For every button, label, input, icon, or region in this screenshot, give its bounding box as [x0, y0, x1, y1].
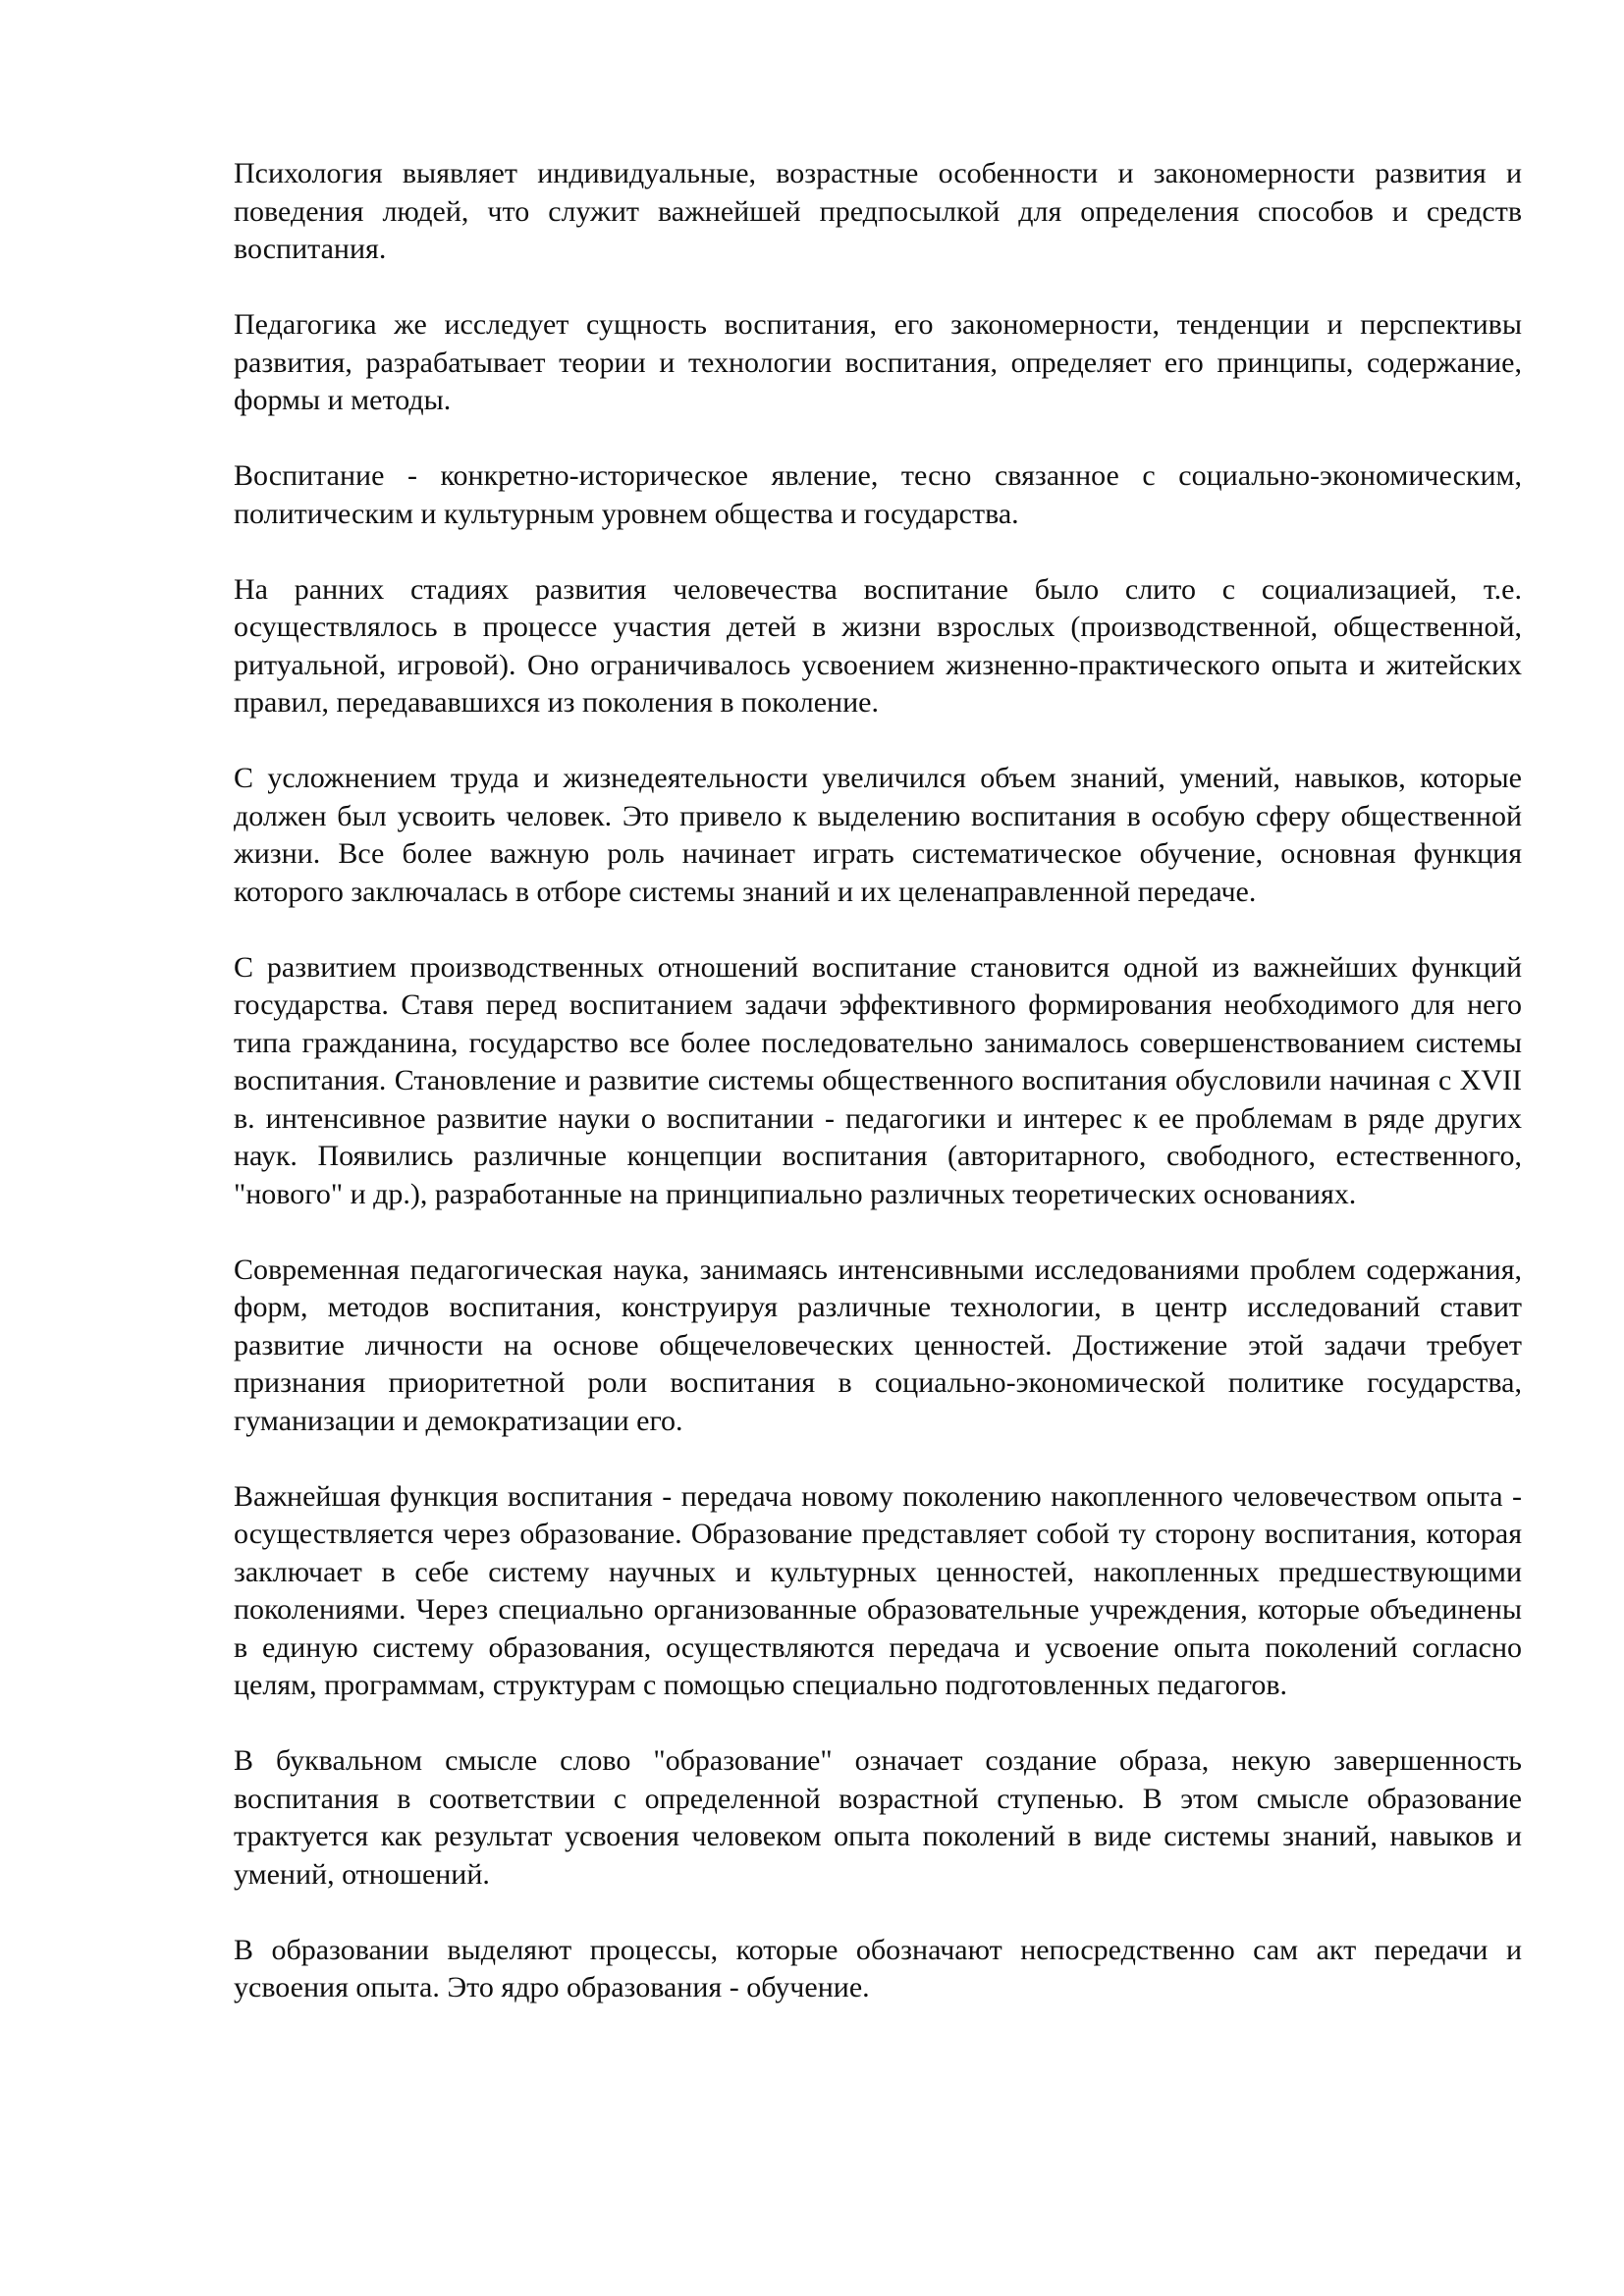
- paragraph-early-stages: На ранних стадиях развития человечества воспитание было слито с социализацией, т.е. осуществлялось в процессе участия детей в жизни взрослых (производственной, общественной, ритуальной, игровой). Оно ограничивалось усвоением жизненно-практического опыта и житейских правил, передававшихся из поколения в поколение.: [234, 572, 1522, 719]
- paragraph-psychology: Психология выявляет индивидуальные, возрастные особенности и закономерности развития и поведения людей, что служит важнейшей предпосылкой для определения способов и средств воспитания.: [234, 157, 1522, 265]
- paragraph-labor-complexity: С усложнением труда и жизнедеятельности увеличился объем знаний, умений, навыков, которые должен был усвоить человек. Это привело к выделению воспитания в особую сферу общественной жизни. Все более важную роль начинает играть систематическое обучение, основная функция которого заключалась в отборе системы знаний и их целенаправленной передаче.: [234, 762, 1522, 908]
- paragraph-learning-core: В образовании выделяют процессы, которые обозначают непосредственно сам акт передачи и усвоения опыта. Это ядро образования - обучение.: [234, 1933, 1522, 2003]
- paragraph-pedagogy: Педагогика же исследует сущность воспитания, его закономерности, тенденции и перспективы развития, разрабатывает теории и технологии воспитания, определяет его принципы, содержание, формы и методы.: [234, 308, 1522, 416]
- document-page: [234, 155, 1522, 2045]
- paragraph-upbringing-definition: Воспитание - конкретно-историческое явление, тесно связанное с социально-экономическим, политическим и культурным уровнем общества и государства.: [234, 459, 1522, 530]
- paragraph-modern-science: Современная педагогическая наука, занимаясь интенсивными исследованиями проблем содержания, форм, методов воспитания, конструируя различные технологии, в центр исследований ставит развитие личности на основе общечеловеческих ценностей. Достижение этой задачи требует признания приоритетной роли воспитания в социально-экономической политике государства, гуманизации и демократизации его.: [234, 1253, 1522, 1437]
- paragraph-education-transfer: Важнейшая функция воспитания - передача новому поколению накопленного человечеством опыта - осуществляется через образование. Образование представляет собой ту сторону воспитания, которая заключает в себе систему научных и культурных ценностей, накопленных предшествующими поколениями. Через специально организованные образовательные учреждения, которые объединены в единую систему образования, осуществляются передача и усвоение опыта поколений согласно целям, программам, структурам с помощью специально подготовленных педагогов.: [234, 1479, 1522, 1701]
- paragraph-state-function: С развитием производственных отношений воспитание становится одной из важнейших функций государства. Ставя перед воспитанием задачи эффективного формирования необходимого для него типа гражданина, государство все более последовательно занималось совершенствованием системы воспитания. Становление и развитие системы общественного воспитания обусловили начиная с XVII в. интенсивное развитие науки о воспитании - педагогики и интерес к ее проблемам в ряде других наук. Появились различные концепции воспитания (авторитарного, свободного, естественного, "нового" и др.), разработанные на принципиально различных теоретических основаниях.: [234, 950, 1522, 1210]
- paragraph-literal-meaning: В буквальном смысле слово "образование" означает создание образа, некую завершенность воспитания в соответствии с определенной возрастной ступенью. В этом смысле образование трактуется как результат усвоения человеком опыта поколений в виде системы знаний, навыков и умений, отношений.: [234, 1744, 1522, 1891]
